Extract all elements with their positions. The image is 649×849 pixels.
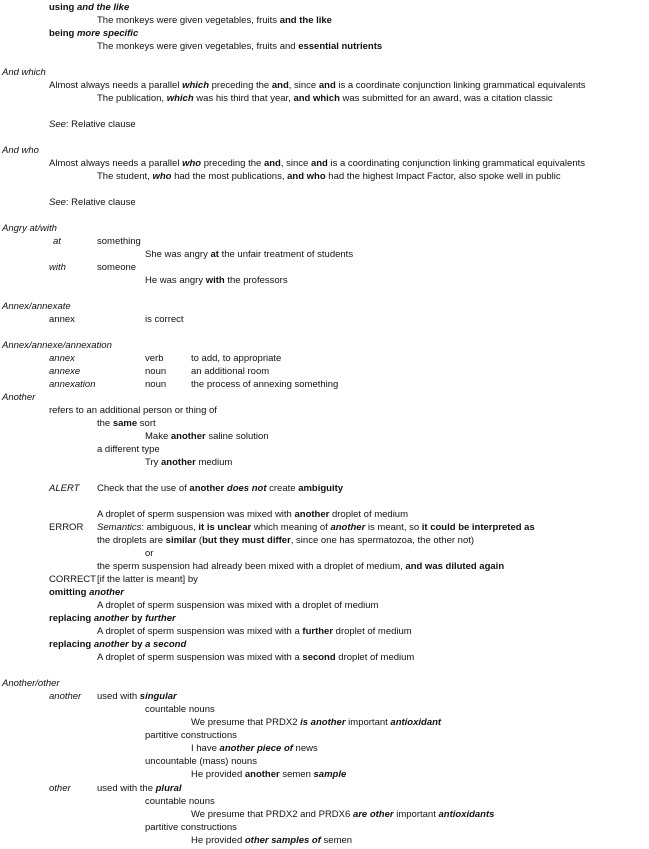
definition-line: Almost always needs a parallel who preceding the and, since and is a coordinating conjunction linking grammatical equivalents [49, 158, 585, 169]
part-of-speech: verb [145, 353, 164, 364]
error-text: Semantics: ambiguous, it is unclear which meaning of another is meant, so it could be interpreted as [97, 522, 535, 533]
fix-replacing-second: replacing another by a second [49, 639, 187, 650]
word-with: with [49, 262, 66, 273]
interpretation-line: the sperm suspension had already been mixed with a droplet of medium, and was diluted again [97, 561, 505, 572]
example-line: He provided other samples of semen [191, 835, 353, 846]
example-line: She was angry at the unfair treatment of students [145, 249, 354, 260]
category-line: partitive constructions [145, 730, 237, 741]
definition-line: Almost always needs a parallel which preceding the and, since and is a coordinate conjunction linking grammatical equivalents [49, 80, 586, 91]
see-also: See: Relative clause [49, 119, 136, 130]
example-line: A droplet of sperm suspension was mixed with a further droplet of medium [97, 626, 412, 637]
example-line: A droplet of sperm suspension was mixed with a second droplet of medium [97, 652, 415, 663]
correct-text: [if the latter is meant] by [97, 574, 198, 585]
alert-text: Check that the use of another does not create ambiguity [97, 483, 344, 494]
definition: to add, to appropriate [191, 353, 282, 364]
example-line: He provided another semen sample [191, 769, 347, 780]
heading-annex-annexate: Annex/annexate [2, 301, 71, 312]
category-line: uncountable (mass) nouns [145, 756, 257, 767]
usage-line: used with the plural [97, 783, 182, 794]
fix-replacing-further: replacing another by further [49, 613, 176, 624]
category-line: countable nouns [145, 796, 215, 807]
word-another: another [49, 691, 82, 702]
usage-note: is correct [145, 314, 184, 325]
example-line: The monkeys were given vegetables, fruits and the like [97, 15, 332, 26]
sense-line: a different type [97, 444, 160, 455]
heading-and-who: And who [2, 145, 39, 156]
word-annex: annex [49, 314, 75, 325]
part-of-speech: noun [145, 379, 167, 390]
correct-label: CORRECT [49, 574, 96, 585]
entry-using-and-the-like: using and the like [49, 2, 130, 13]
example-line: The monkeys were given vegetables, fruits and essential nutrients [97, 41, 383, 52]
alert-label: ALERT [49, 483, 80, 494]
fix-omitting: omitting another [49, 587, 124, 598]
heading-another: Another [2, 392, 36, 403]
usage-label: something [97, 236, 141, 247]
sense-line: the same sort [97, 418, 156, 429]
definition-line: refers to an additional person or thing of [49, 405, 217, 416]
category-line: countable nouns [145, 704, 215, 715]
example-line: We presume that PRDX2 is another important antioxidant [191, 717, 442, 728]
example-line: Make another saline solution [145, 431, 269, 442]
see-also: See: Relative clause [49, 197, 136, 208]
example-line: A droplet of sperm suspension was mixed with another droplet of medium [97, 509, 409, 520]
example-line: He was angry with the professors [145, 275, 288, 286]
heading-angry-at-with: Angry at/with [2, 223, 57, 234]
part-of-speech: noun [145, 366, 167, 377]
example-line: The student, who had the most publications, and who had the highest Impact Factor, also spoke well in public [97, 171, 561, 182]
word-other: other [49, 783, 71, 794]
or-separator: or [145, 548, 154, 559]
interpretation-line: the droplets are similar (but they must differ, since one has spermatozoa, the other not) [97, 535, 475, 546]
heading-another-other: Another/other [2, 678, 60, 689]
example-line: The publication, which was his third that year, and which was submitted for an award, was a citation classic [97, 93, 553, 104]
category-line: partitive constructions [145, 822, 237, 833]
usage-label: someone [97, 262, 137, 273]
example-line: Try another medium [145, 457, 233, 468]
word-annex: annex [49, 353, 75, 364]
usage-line: used with singular [97, 691, 177, 702]
word-annexation: annexation [49, 379, 96, 390]
heading-and-which: And which [2, 67, 46, 78]
heading-annex-annexe-annexation: Annex/annexe/annexation [2, 340, 112, 351]
definition: an additional room [191, 366, 270, 377]
example-line: We presume that PRDX2 and PRDX6 are other important antioxidants [191, 809, 495, 820]
word-at: at [53, 236, 61, 247]
entry-being-more-specific: being more specific [49, 28, 139, 39]
example-line: I have another piece of news [191, 743, 318, 754]
error-label: ERROR [49, 522, 84, 533]
example-line: A droplet of sperm suspension was mixed with a droplet of medium [97, 600, 379, 611]
definition: the process of annexing something [191, 379, 339, 390]
word-annexe: annexe [49, 366, 81, 377]
